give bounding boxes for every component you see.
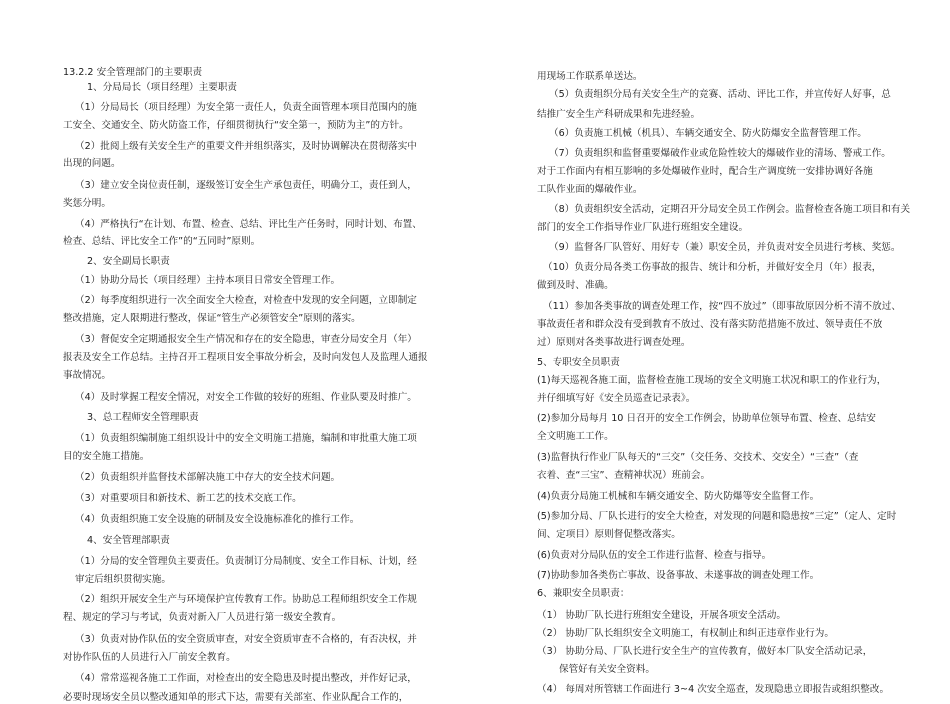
right-line: （11）参加各类事故的调查处理工作，按“四不放过”（即事故原因分析不清不放过、 xyxy=(543,301,901,312)
left-line: （4）负责组织施工安全设施的研制及安全设施标准化的推行工作。 xyxy=(75,514,360,525)
right-line: （10）负责分局各类工伤事故的报告、统计和分析，并做好安全月（年）报表， xyxy=(543,262,882,273)
left-line: 检查、总结、评比安全工作”的“五同时”原则。 xyxy=(63,236,261,247)
left-line: 程、规定的学习与考试，负责对新入厂人员进行第一级安全教育。 xyxy=(63,612,342,623)
left-line: 事故情况。 xyxy=(63,370,111,381)
right-line: (5)参加分局、厂队长进行的安全大检查，对发现的问题和隐患按“三定”（定人、定时 xyxy=(537,511,897,522)
right-line: (3)监督执行作业厂队每天的“三交”（交任务、交技术、交安全）“三查”（查 xyxy=(537,452,859,463)
right-line: (4)负责分局施工机械和车辆交通安全、防火防爆等安全监督工作。 xyxy=(537,491,820,502)
left-line: （4）常常巡视各施工工作面，对检查出的安全隐患及时提出整改，并作好记录， xyxy=(75,673,417,684)
left-line: （3）负责对协作队伍的安全资质审查，对安全资质审查不合格的，有否决权，并 xyxy=(75,634,417,645)
right-line: 并仔细填写好《安全员巡查记录表》。 xyxy=(537,393,696,404)
left-line: （3）建立安全岗位责任制，逐级签订安全生产承包责任，明确分工，责任到人， xyxy=(75,180,417,191)
right-line: （6）负责施工机械（机具）、车辆交通安全、防火防爆安全监督管理工作。 xyxy=(549,128,867,139)
left-line: （4）严格执行“在计划、布置、检查、总结、评比生产任务时，同时计划、布置、 xyxy=(75,219,422,230)
right-line: 5、专职安全员职责 xyxy=(537,357,620,368)
left-line: 对协作队伍的人员进行入厂前安全教育。 xyxy=(63,652,236,663)
right-line: （7）负责组织和监督重要爆破作业或危险性较大的爆破作业的清场、警戒工作。 xyxy=(549,148,891,159)
left-line: 1、分局局长（项目经理）主要职责 xyxy=(87,82,238,93)
left-line: （1）协助分局长（项目经理）主持本项目日常安全管理工作。 xyxy=(75,275,341,286)
right-line: （1） 协助厂队长进行班组安全建设，开展各项安全活动。 xyxy=(537,610,786,621)
right-line: （4） 每周对所管辖工作面进行 3~4 次安全巡查，发现隐患立即报告或组织整改。 xyxy=(537,684,890,695)
right-line: 用现场工作联系单送达。 xyxy=(537,71,643,82)
right-line: 6、兼职安全员职责： xyxy=(537,588,630,599)
left-line: 2、安全副局长职责 xyxy=(87,256,170,267)
right-line: 结推广安全生产科研成果和先进经验。 xyxy=(537,109,701,120)
right-line: （5）负责组织分局有关安全生产的竞赛、活动、评比工作，并宣传好人好事，总 xyxy=(549,89,891,100)
left-line: 工安全、交通安全、防火防盗工作，仔细贯彻执行“安全第一，预防为主”的方针。 xyxy=(63,120,409,131)
left-line: （1）分局的安全管理负主要责任。负责制订分局制度、安全工作目标、计划，经 xyxy=(75,556,417,567)
left-line: 必要时现场安全员以整改通知单的形式下达，需要有关部室、作业队配合工作的， xyxy=(63,692,409,703)
right-line: （3） 协助分局、厂队长进行安全生产的宣传教育，做好本厂队安全活动记录， xyxy=(537,646,873,657)
left-line: （2）批阅上级有关安全生产的重要文件并组织落实，及时协调解决在贯彻落实中 xyxy=(75,141,417,152)
left-line: （2）每季度组织进行一次全面安全大检查，对检查中发现的安全问题，立即制定 xyxy=(75,295,417,306)
right-line: 做到及时、准确。 xyxy=(537,280,614,291)
right-line: 对于工作面内有相互影响的多处爆破作业时，配合生产调度统一安排协调好各施 xyxy=(537,166,873,177)
right-line: （2） 协助厂队长组织安全文明施工，有权制止和纠正违章作业行为。 xyxy=(537,628,834,639)
left-line: 报表及安全工作总结。主持召开工程项目安全事故分析会，及时向发包人及监理人通报 xyxy=(63,352,428,363)
left-line: 审定后组织贯彻实施。 xyxy=(75,574,171,585)
left-line: （1）分局局长（项目经理）为安全第一责任人，负责全面管理本项目范围内的施 xyxy=(75,102,417,113)
left-line: 出现的问题。 xyxy=(63,158,121,169)
left-line: （3）对重要项目和新技术、新工艺的技术交底工作。 xyxy=(75,493,302,504)
right-line: 全文明施工工作。 xyxy=(537,431,614,442)
left-line: （2）组织开展安全生产与环境保护宣传教育工作。协助总工程师组织安全工作规 xyxy=(75,594,417,605)
left-line: 整改措施，定人限期进行整改，保证“管生产必须管安全”原则的落实。 xyxy=(63,313,361,324)
right-line: (1)每天巡视各施工面，监督检查施工现场的安全文明施工状况和职工的作业行为， xyxy=(537,375,887,386)
left-line: （2）负责组织并监督技术部解决施工中存大的安全技术问题。 xyxy=(75,472,341,483)
right-line: 部门的安全工作指导作业厂队进行班组安全建设。 xyxy=(537,222,749,233)
left-line: （4）及时掌握工程安全情况，对安全工作做的较好的班组、作业队要及时推广。 xyxy=(75,392,417,403)
left-line: （3）督促安全定期通报安全生产情况和存在的安全隐患，审查分局安全月（年） xyxy=(75,334,417,345)
right-line: 衣着、查“三宝”、查精神状况）班前会。 xyxy=(537,470,711,481)
left-line: 4、安全管理部职责 xyxy=(87,535,170,546)
right-line: 间、定项目）原则督促整改落实。 xyxy=(537,529,681,540)
right-line: 过）原则对各类事故进行调查处理。 xyxy=(537,337,691,348)
left-line: （1）负责组织编制施工组织设计中的安全文明施工措施，编制和审批重大施工项 xyxy=(75,433,417,444)
right-line: （9）监督各厂队管好、用好专（兼）职安全员，并负责对安全员进行考核、奖惩。 xyxy=(549,242,901,253)
right-line: 事故责任者和群众没有受到教育不放过、没有落实防范措施不放过、领导责任不放 xyxy=(537,319,883,330)
right-line: (6)负责对分局队伍的安全工作进行监督、检查与指导。 xyxy=(537,550,772,561)
right-line: 工队作业面的爆破作业。 xyxy=(537,184,643,195)
left-line: 奖惩分明。 xyxy=(63,198,111,209)
right-line: (2)参加分局每月 10 日召开的安全工作例会，协助单位领导布置、检查、总结安 xyxy=(537,413,876,424)
right-line: （8）负责组织安全活动，定期召开分局安全员工作例会。监督检查各施工项目和有关 xyxy=(549,204,911,215)
left-line: 13.2.2 安全管理部门的主要职责 xyxy=(63,67,203,78)
left-line: 3、总工程师安全管理职责 xyxy=(87,412,199,423)
right-line: 保管好有关安全资料。 xyxy=(559,664,655,675)
right-line: (7)协助参加各类伤亡事故、设备事故、未遂事故的调查处理工作。 xyxy=(537,570,820,581)
left-line: 目的安全施工措施。 xyxy=(63,451,150,462)
